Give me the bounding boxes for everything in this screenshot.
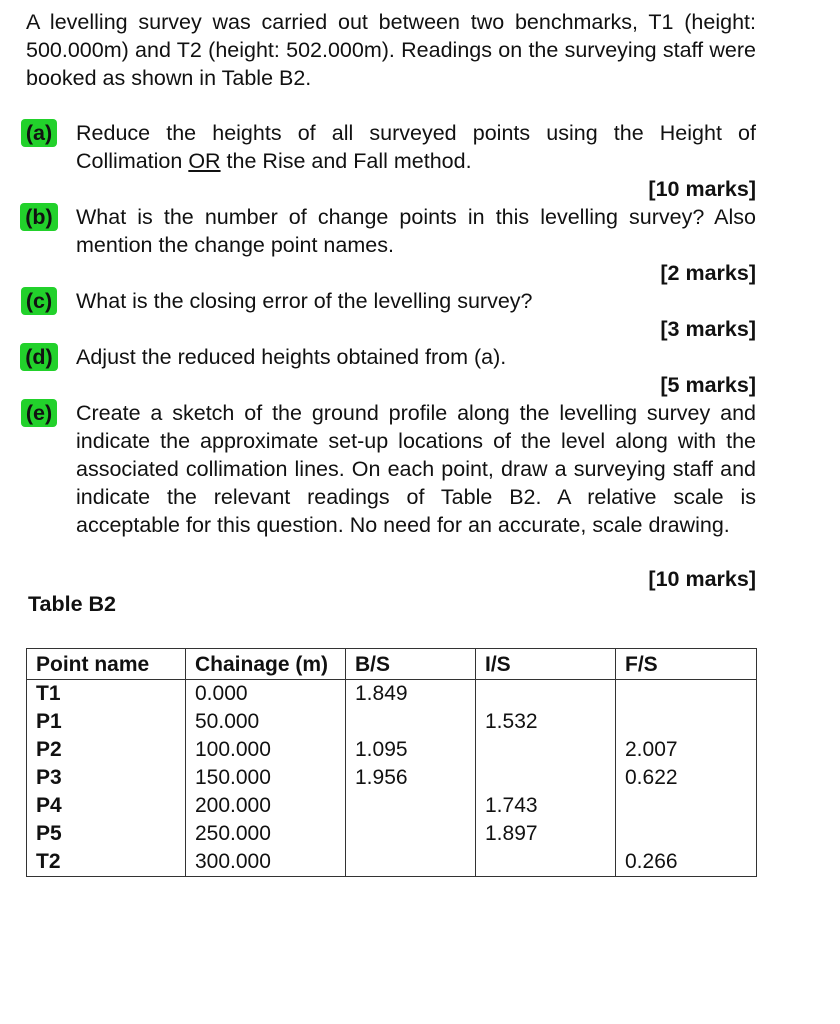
question-text: What is the closing error of the levelling survey?	[76, 289, 533, 313]
cell-point: P4	[27, 792, 186, 820]
question-b	[14, 203, 756, 259]
table-row	[27, 820, 757, 848]
cell-point: P3	[27, 764, 186, 792]
cell-bs	[346, 848, 476, 877]
header-fs: F/S	[616, 649, 757, 680]
cell-point: P5	[27, 820, 186, 848]
table-row	[27, 680, 757, 709]
table-header-row	[27, 649, 757, 680]
table-row	[27, 848, 757, 877]
cell-chainage: 100.000	[186, 736, 346, 764]
question-label: (e)	[14, 399, 64, 427]
cell-is	[476, 736, 616, 764]
marks-c: [3 marks]	[660, 317, 756, 341]
cell-is	[476, 764, 616, 792]
cell-fs	[616, 820, 757, 848]
marks-b: [2 marks]	[660, 261, 756, 285]
cell-point: P2	[27, 736, 186, 764]
cell-fs: 0.622	[616, 764, 757, 792]
question-d	[14, 343, 756, 371]
table-row	[27, 708, 757, 736]
question-label: (a)	[14, 119, 64, 147]
cell-point: T2	[27, 848, 186, 877]
cell-bs: 1.956	[346, 764, 476, 792]
cell-chainage: 0.000	[186, 680, 346, 709]
cell-fs	[616, 792, 757, 820]
header-is: I/S	[476, 649, 616, 680]
cell-bs: 1.095	[346, 736, 476, 764]
cell-point: P1	[27, 708, 186, 736]
question-text: Create a sketch of the ground profile along the levelling survey and indicate the approximate set-up locations of the level along with the associated collimation lines. On each point, draw a surveying staff and indicate the relevant readings of Table B2. A relative scale is acceptable for this question. No need for an accurate, scale drawing.	[76, 401, 756, 537]
question-a	[14, 119, 756, 175]
cell-is: 1.897	[476, 820, 616, 848]
cell-bs	[346, 820, 476, 848]
question-label: (b)	[14, 203, 64, 231]
cell-fs	[616, 680, 757, 709]
cell-bs	[346, 792, 476, 820]
marks-e: [10 marks]	[648, 567, 756, 591]
readings-table	[26, 648, 757, 877]
cell-chainage: 300.000	[186, 848, 346, 877]
question-c	[14, 287, 756, 315]
marks-d: [5 marks]	[660, 373, 756, 397]
cell-chainage: 250.000	[186, 820, 346, 848]
cell-fs	[616, 708, 757, 736]
underlined-word: OR	[188, 149, 221, 173]
cell-is	[476, 680, 616, 709]
cell-chainage: 50.000	[186, 708, 346, 736]
marks-a: [10 marks]	[648, 177, 756, 201]
table-row	[27, 764, 757, 792]
question-text: Reduce the heights of all surveyed points using the Height of Collimation OR the Rise and Fall method.	[76, 121, 756, 173]
header-bs: B/S	[346, 649, 476, 680]
cell-chainage: 200.000	[186, 792, 346, 820]
cell-chainage: 150.000	[186, 764, 346, 792]
cell-is: 1.743	[476, 792, 616, 820]
intro-paragraph: A levelling survey was carried out between two benchmarks, T1 (height: 500.000m) and T2 (height: 502.000m). Readings on the surveying staff were booked as shown in Table B2.	[26, 10, 756, 90]
cell-point: T1	[27, 680, 186, 709]
cell-is: 1.532	[476, 708, 616, 736]
cell-bs	[346, 708, 476, 736]
table-title: Table B2	[28, 592, 117, 616]
header-chainage: Chainage (m)	[186, 649, 346, 680]
question-label: (c)	[14, 287, 64, 315]
question-text: What is the number of change points in this levelling survey? Also mention the change point names.	[76, 205, 756, 257]
question-text: Adjust the reduced heights obtained from (a).	[76, 345, 507, 369]
cell-is	[476, 848, 616, 877]
cell-bs: 1.849	[346, 680, 476, 709]
cell-fs: 0.266	[616, 848, 757, 877]
table-row	[27, 736, 757, 764]
question-e	[14, 399, 756, 539]
cell-fs: 2.007	[616, 736, 757, 764]
table-row	[27, 792, 757, 820]
question-label: (d)	[14, 343, 64, 371]
header-point-name: Point name	[27, 649, 186, 680]
